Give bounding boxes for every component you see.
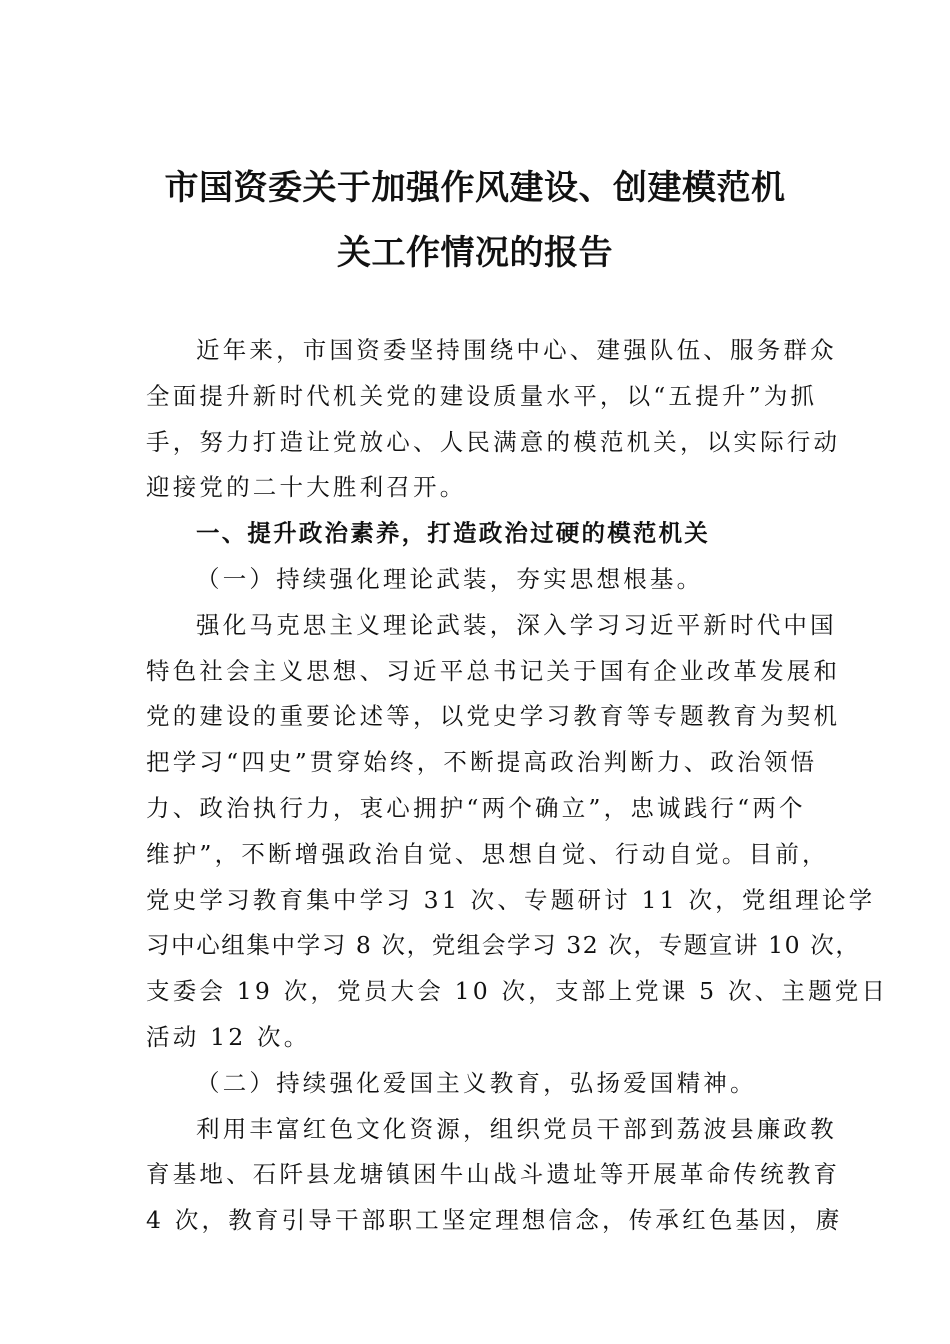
- section-heading: 一、提升政治素养，打造政治过硬的模范机关: [196, 519, 710, 548]
- subsection-heading: （二）持续强化爱国主义教育，弘扬爱国精神。: [196, 1068, 757, 1097]
- paragraph-line: 迎接党的二十大胜利召开。: [146, 473, 467, 502]
- paragraph-line: 习中心组集中学习 8 次，党组会学习 32 次，专题宣讲 10 次，: [146, 931, 861, 960]
- subsection-heading: （一）持续强化理论武装，夯实思想根基。: [196, 564, 704, 593]
- document-title-line-1: 市国资委关于加强作风建设、创建模范机: [164, 168, 786, 208]
- document-title-line-2: 关工作情况的报告: [337, 233, 613, 273]
- paragraph-line: 把学习“四史”贯穿始终，不断提高政治判断力、政治领悟: [146, 748, 818, 777]
- paragraph-line: 全面提升新时代机关党的建设质量水平，以“五提升”为抓: [146, 381, 818, 410]
- paragraph-line: 手，努力打造让党放心、人民满意的模范机关，以实际行动: [146, 427, 841, 456]
- paragraph-line: 强化马克思主义理论武装，深入学习习近平新时代中国: [196, 610, 837, 639]
- paragraph-line: 党史学习教育集中学习 31 次、专题研讨 11 次，党组理论学: [146, 885, 876, 914]
- paragraph-line: 利用丰富红色文化资源，组织党员干部到荔波县廉政教: [196, 1114, 837, 1143]
- paragraph-line: 育基地、石阡县龙塘镇困牛山战斗遗址等开展革命传统教育: [146, 1160, 841, 1189]
- paragraph-line: 力、政治执行力，衷心拥护“两个确立”，忠诚践行“两个: [146, 793, 806, 822]
- document-body: [146, 328, 889, 1244]
- paragraph-line: 活动 12 次。: [146, 1022, 311, 1051]
- paragraph-line: 特色社会主义思想、习近平总书记关于国有企业改革发展和: [146, 656, 841, 685]
- paragraph-line: 党的建设的重要论述等，以党史学习教育等专题教育为契机: [146, 702, 841, 731]
- paragraph-line: 4 次，教育引导干部职工坚定理想信念，传承红色基因，赓: [146, 1206, 843, 1235]
- paragraph-line: 支委会 19 次，党员大会 10 次，支部上党课 5 次、主题党日: [146, 977, 889, 1006]
- paragraph-line: 维护”，不断增强政治自觉、思想自觉、行动自觉。目前，: [146, 839, 829, 868]
- paragraph-line: 近年来，市国资委坚持围绕中心、建强队伍、服务群众: [196, 336, 837, 364]
